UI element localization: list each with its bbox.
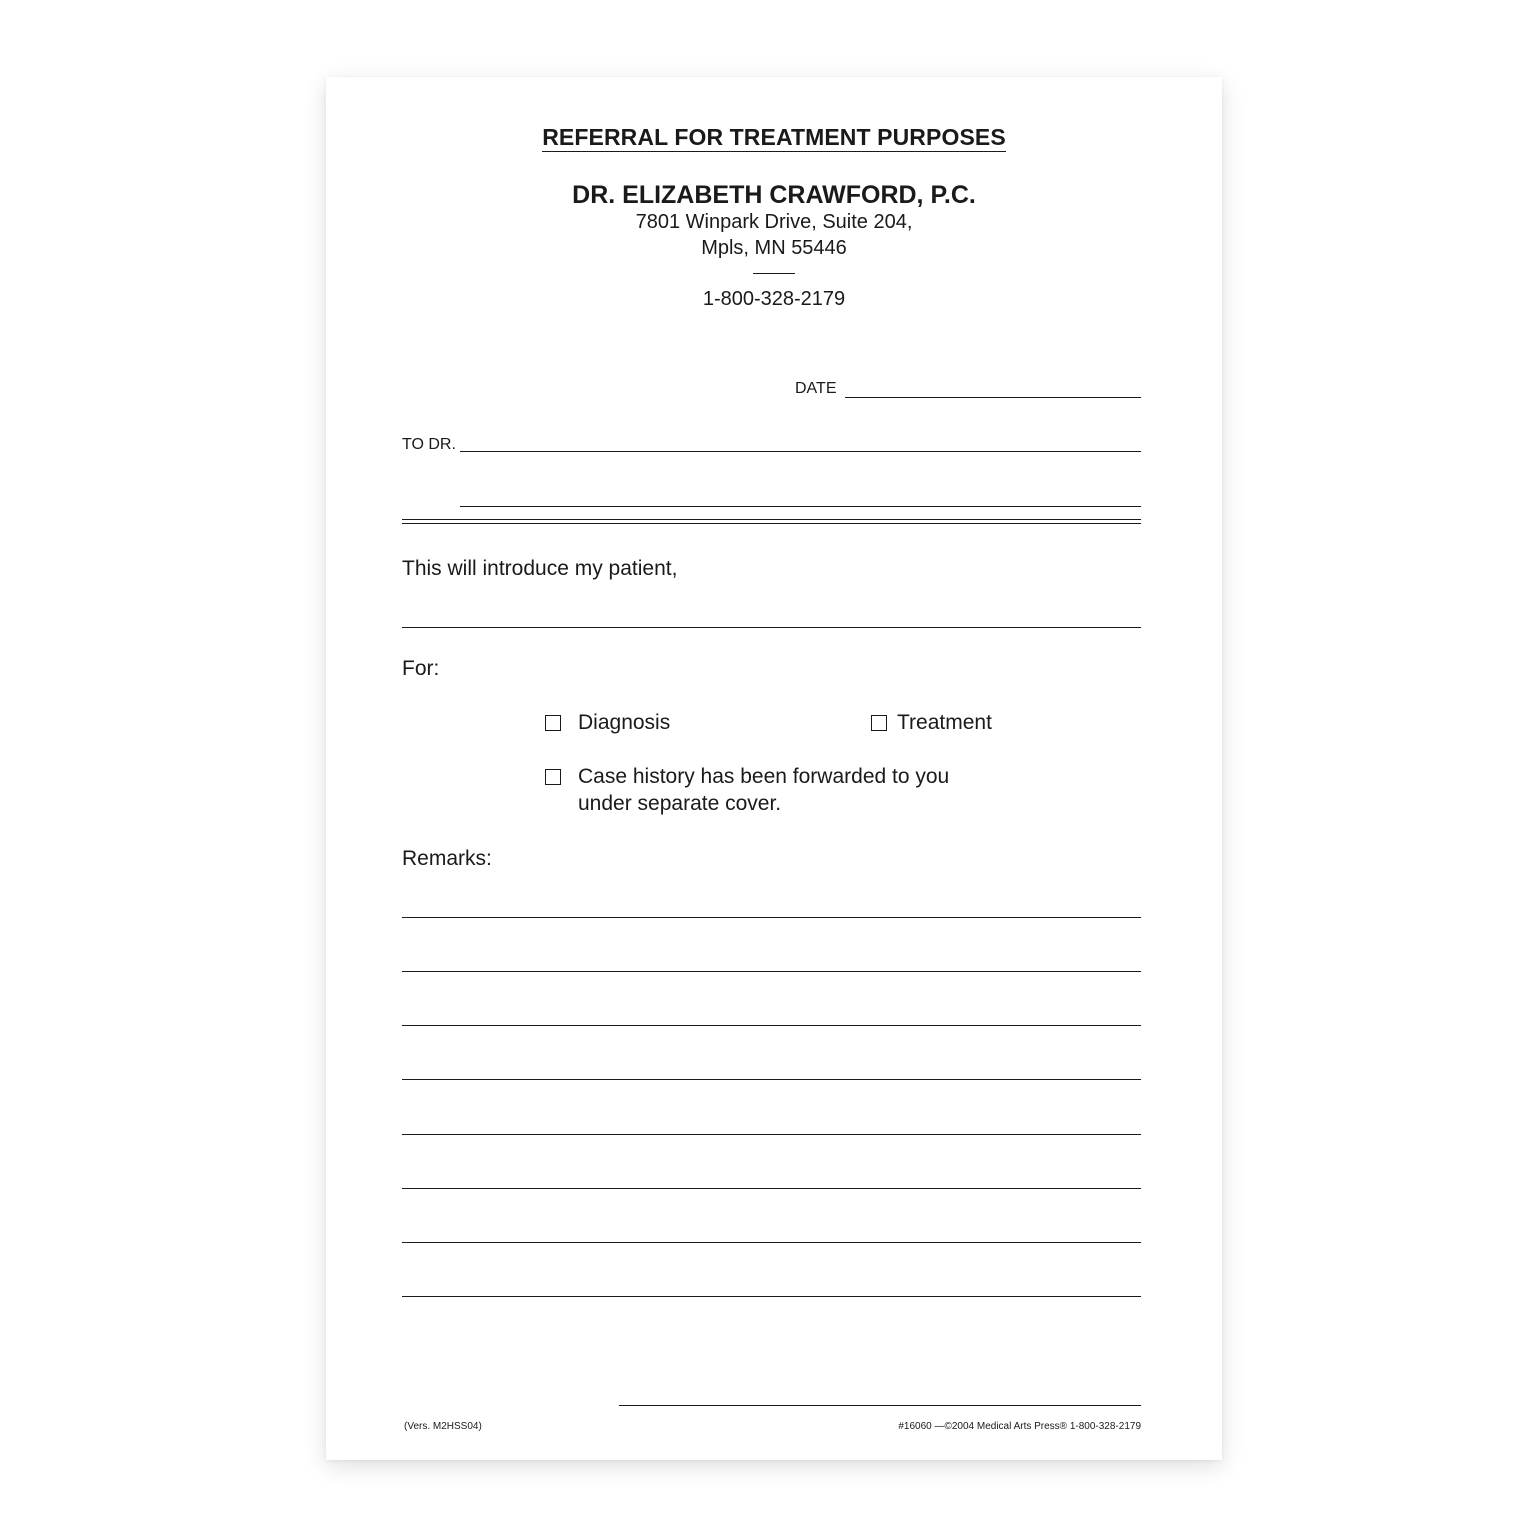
date-field[interactable] — [845, 397, 1141, 398]
remarks-label: Remarks: — [402, 847, 492, 870]
form-title-text: REFERRAL FOR TREATMENT PURPOSES — [542, 124, 1006, 150]
patient-name-field[interactable] — [402, 627, 1141, 628]
treatment-checkbox[interactable] — [871, 715, 887, 731]
section-divider-bottom — [402, 523, 1141, 524]
referral-form-sheet — [326, 77, 1222, 1460]
case-history-label-line-2: under separate cover. — [578, 792, 782, 815]
to-dr-field[interactable] — [460, 451, 1141, 452]
office-phone: 1-800-328-2179 — [702, 288, 846, 310]
intro-text: This will introduce my patient, — [402, 557, 678, 580]
case-history-label-line-1: Case history has been forwarded to you — [578, 765, 950, 788]
case-history-checkbox[interactable] — [545, 769, 561, 785]
treatment-label: Treatment — [897, 711, 992, 734]
address-line-1: 7801 Winpark Drive, Suite 204, — [635, 211, 913, 233]
diagnosis-checkbox[interactable] — [545, 715, 561, 731]
version-note: (Vers. M2HSS04) — [404, 1421, 482, 1432]
doctor-name: DR. ELIZABETH CRAWFORD, P.C. — [572, 181, 976, 209]
signature-field[interactable] — [619, 1405, 1141, 1406]
for-label: For: — [402, 657, 440, 680]
remarks-line[interactable] — [402, 971, 1141, 972]
publisher-note: #16060 —©2004 Medical Arts Press® 1-800-328-2179 — [898, 1421, 1141, 1432]
remarks-line[interactable] — [402, 1079, 1141, 1080]
to-dr-field-line-2[interactable] — [460, 506, 1141, 507]
address-line-2: Mpls, MN 55446 — [701, 237, 847, 259]
remarks-line[interactable] — [402, 917, 1141, 918]
section-divider-top — [402, 519, 1141, 520]
remarks-line[interactable] — [402, 1134, 1141, 1135]
remarks-line[interactable] — [402, 1025, 1141, 1026]
date-label: DATE — [795, 380, 837, 397]
form-title — [326, 124, 1222, 151]
remarks-line[interactable] — [402, 1296, 1141, 1297]
to-dr-label: TO DR. — [402, 436, 456, 453]
diagnosis-label: Diagnosis — [578, 711, 671, 734]
remarks-line[interactable] — [402, 1188, 1141, 1189]
remarks-line[interactable] — [402, 1242, 1141, 1243]
header-divider — [753, 273, 795, 274]
